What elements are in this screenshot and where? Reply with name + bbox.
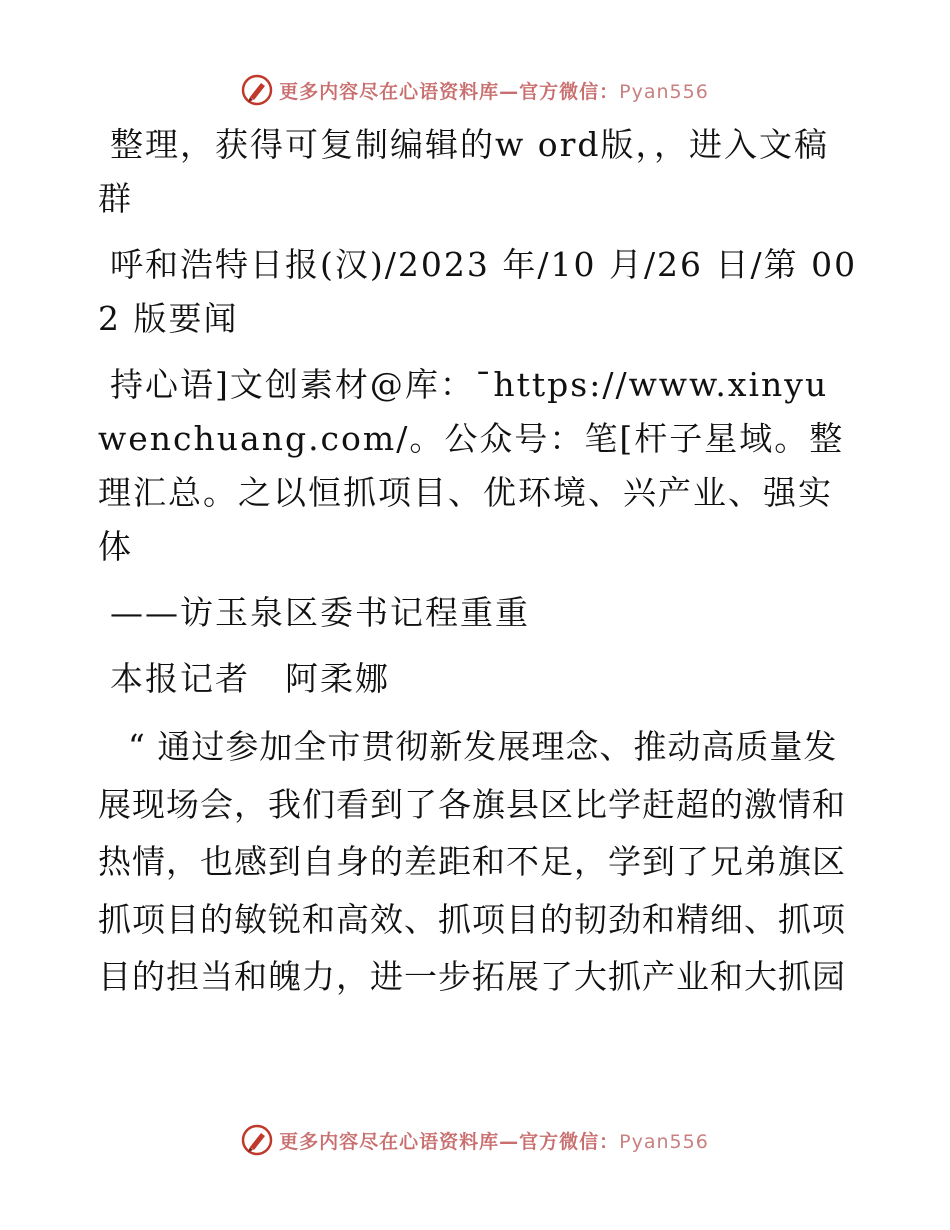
pen-logo-icon: [241, 1124, 273, 1156]
paragraph-intro: 整理，获得可复制编辑的w ord版，，进入文稿群: [98, 125, 830, 218]
document-body: [98, 118, 858, 1018]
paragraph-byline: 本报记者 阿柔娜: [110, 659, 390, 698]
footer-watermark: [0, 1122, 950, 1158]
paragraph-body: “ 通过参加全市贯彻新发展理念、推动高质量发展现场会，我们看到了各旗县区比学赶超的激情和热情，也感到自身的差距和不足，学到了兄弟旗区抓项目的敏锐和高效、抓项目的韧劲和精细、抓项目的担当和魄力，进一步拓展了大抓产业和大抓园: [98, 727, 846, 996]
watermark-wechat-id: Pyan556: [619, 80, 709, 103]
header-watermark: [0, 72, 950, 108]
watermark-text: [279, 77, 709, 104]
watermark-text: [279, 1127, 709, 1154]
paragraph-subtitle: ——访玉泉区委书记程重重: [110, 593, 530, 632]
watermark-label: 更多内容尽在心语资料库—官方微信：: [279, 1130, 620, 1153]
paragraph-source: 呼和浩特日报(汉)/2023 年/10 月/26 日/第 002 版要闻: [98, 245, 858, 338]
watermark-wechat-id: Pyan556: [619, 1130, 709, 1153]
paragraph-title: 持心语]文创素材@库：¯https://www.xinyuwenchuang.com/。公众号：笔[杆子星域。整理汇总。之以恒抓项目、优环境、兴产业、强实体: [98, 365, 845, 566]
watermark-label: 更多内容尽在心语资料库—官方微信：: [279, 80, 620, 103]
pen-logo-icon: [241, 74, 273, 106]
